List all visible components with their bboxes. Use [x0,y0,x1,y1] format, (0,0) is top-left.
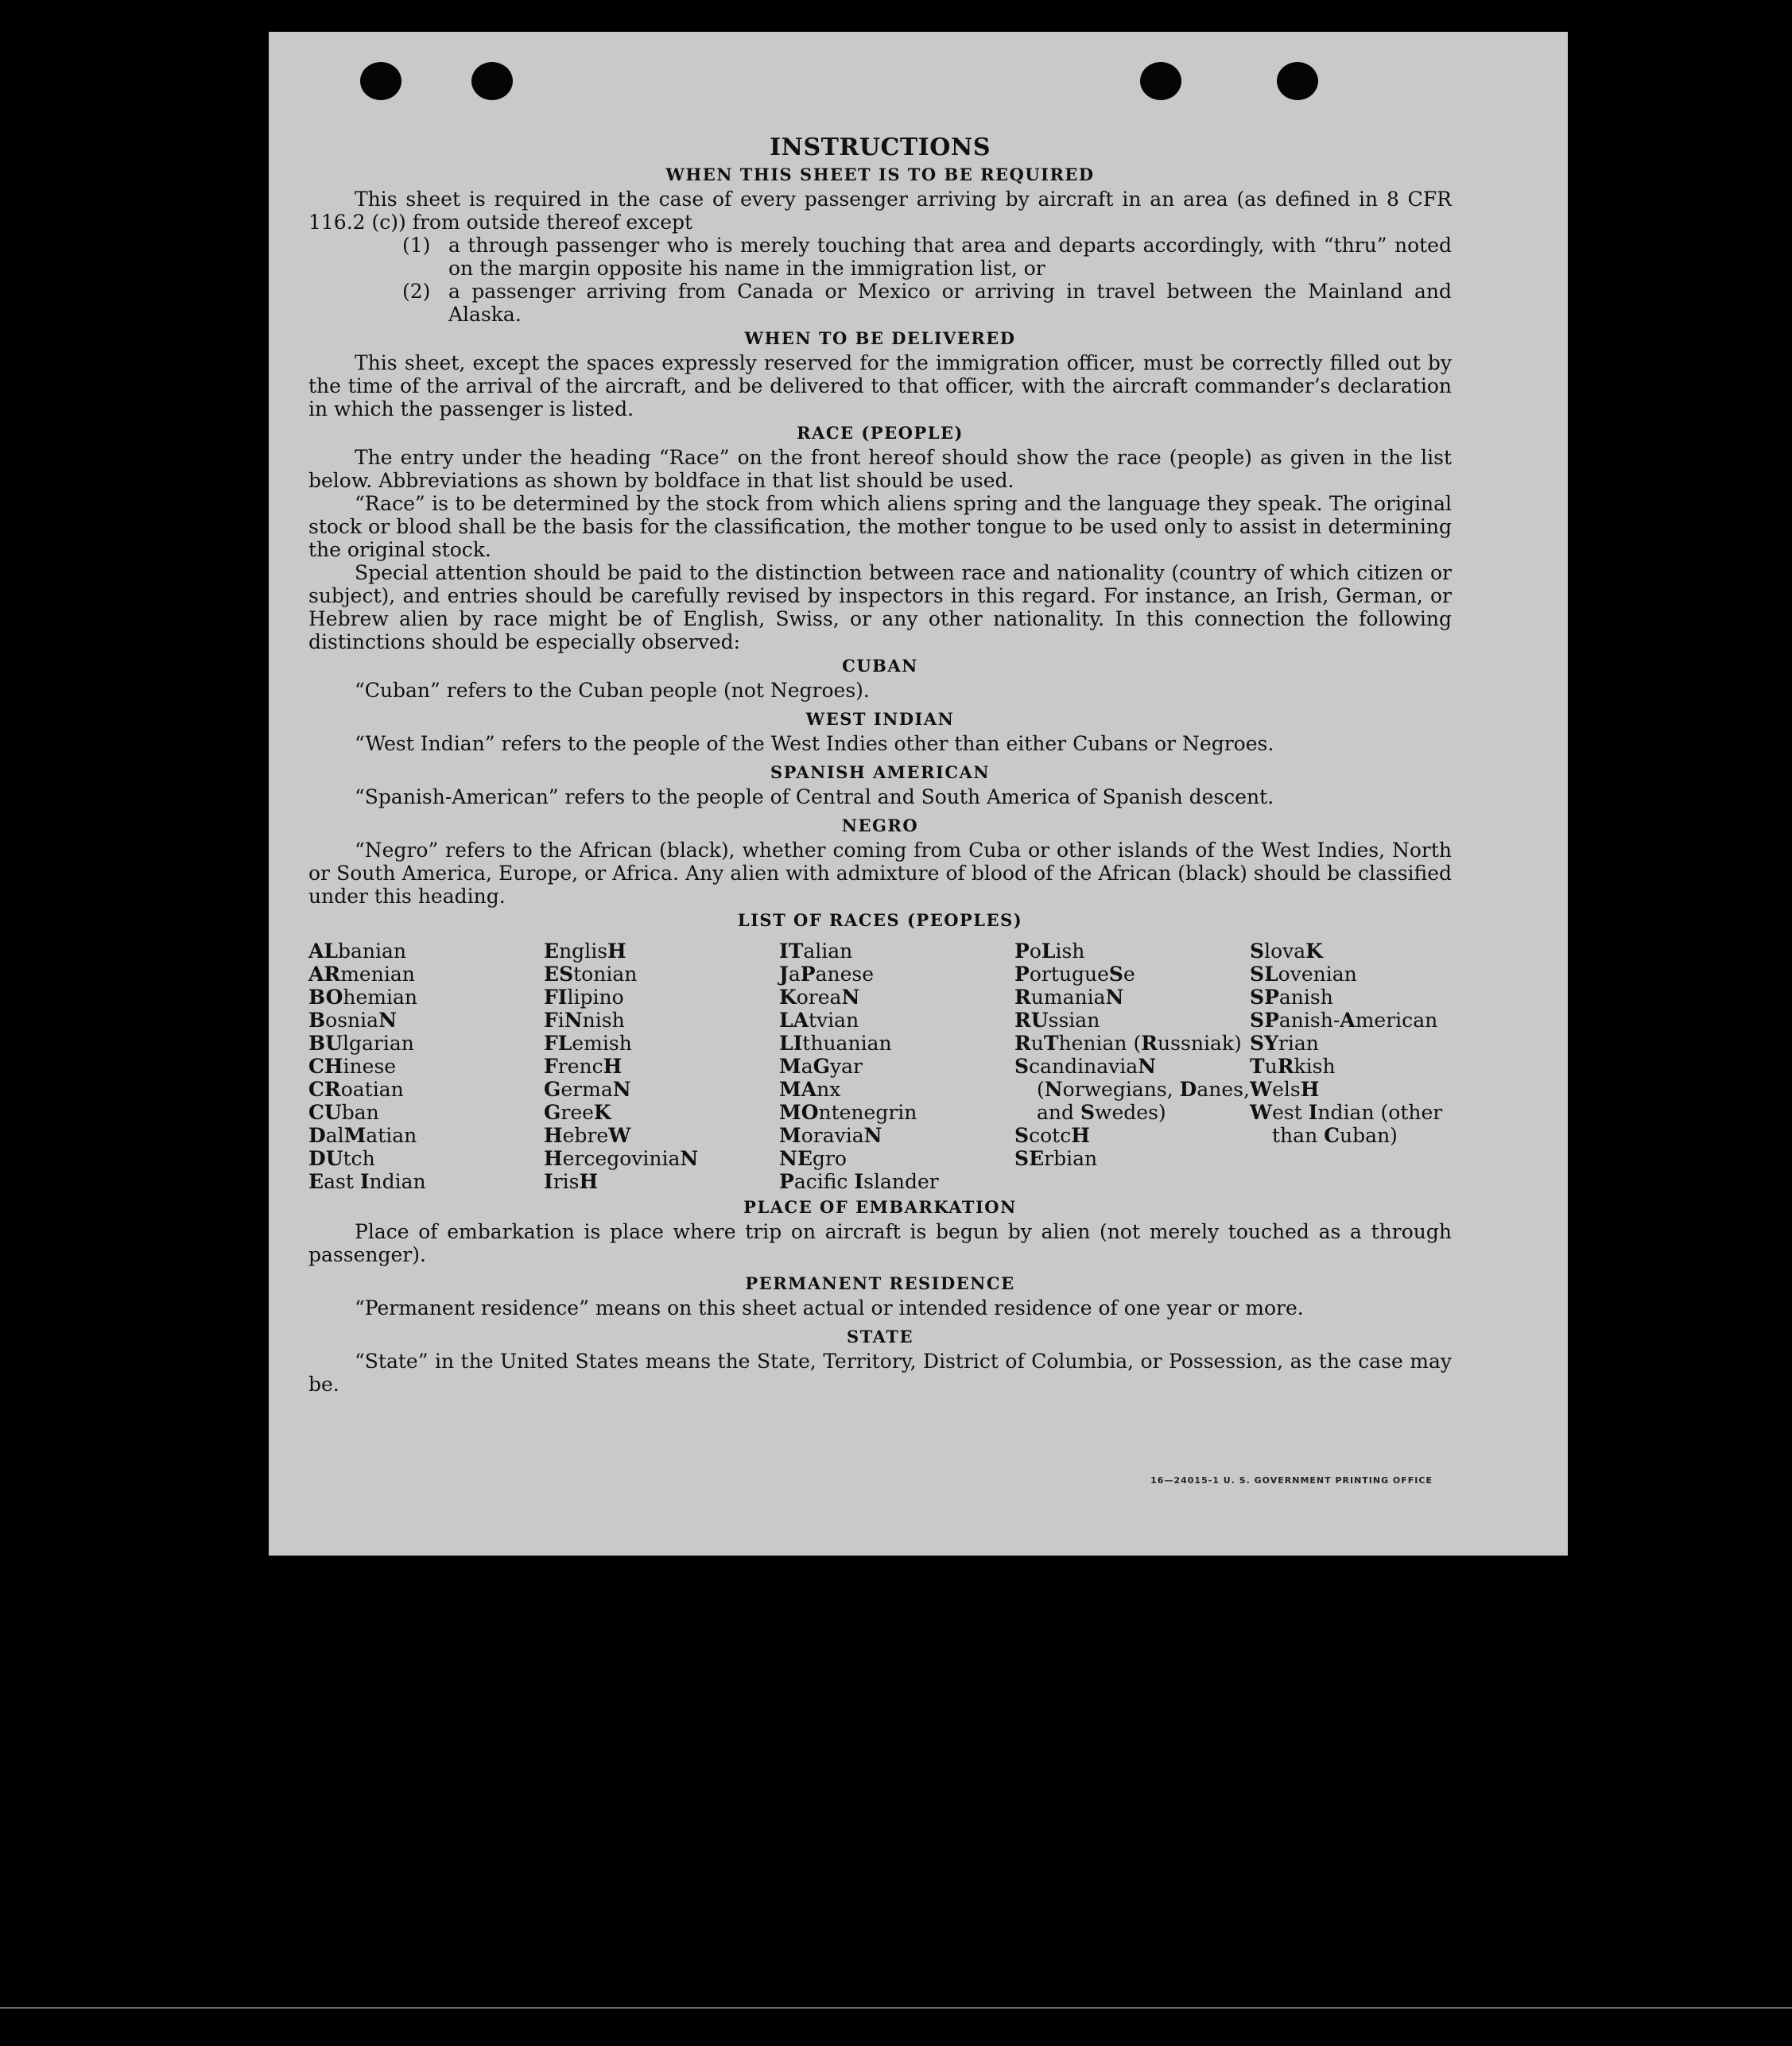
exception-item [308,234,1452,280]
race-entry: MaGyar [779,1055,863,1078]
races-column [1014,940,1250,1193]
race-entry: EStonian [544,963,638,986]
section-title-state: STATE [847,1327,913,1347]
race-entry: FrencH [544,1055,623,1078]
state-paragraph: “State” in the United States means the State, Territory, District of Columbia, or Possession, as the case may be. [308,1350,1452,1396]
race-entry: CHinese [308,1055,397,1078]
punch-hole [1277,62,1318,100]
race-entry: IrisH [544,1170,599,1193]
race-entry: PoLish [1014,940,1085,963]
race-entry: GreeK [544,1101,611,1124]
race-entry: SPanish-American [1250,1009,1438,1032]
race-entry: NEgro [779,1147,847,1170]
race-entry: MOntenegrin [779,1101,917,1124]
race-entry: MAnx [779,1078,841,1101]
embarkation-paragraph: Place of embarkation is place where trip on aircraft is begun by alien (not merely touched as a through passenger). [308,1220,1452,1266]
race-entry: ALbanian [308,940,407,963]
race-paragraph: The entry under the heading “Race” on the front hereof should show the race (people) as given in the list below. Abbreviations as shown by boldface in that list should be used. [308,446,1452,492]
race-entry: ScotcH [1014,1124,1090,1147]
exception-text: a passenger arriving from Canada or Mexico or arriving in travel between the Mainland and Alaska. [448,280,1452,326]
section-title-delivered: WHEN TO BE DELIVERED [744,328,1016,348]
race-paragraph: “Race” is to be determined by the stock from which aliens spring and the language they speak. The original stock or blood shall be the basis for the classification, the mother tongue to be used only to assist in determining the original stock. [308,492,1452,561]
section-title-cuban: CUBAN [842,656,918,676]
race-entry: LIthuanian [779,1032,892,1055]
scan-edge-line [0,2007,1792,2009]
race-entry: PortugueSe [1014,963,1135,986]
races-column [779,940,1014,1193]
races-column [544,940,779,1193]
race-entry: RuThenian (Russniak) [1014,1032,1242,1055]
cuban-paragraph: “Cuban” refers to the Cuban people (not Negroes). [355,679,870,702]
spanish-american-paragraph: “Spanish-American” refers to the people of Central and South America of Spanish descent. [355,785,1274,808]
instructions-content [308,134,1452,1396]
race-entry: Pacifc Islander [779,1170,939,1193]
races-column [308,940,544,1193]
race-entry: MoraviaN [779,1124,882,1147]
race-entry: SPanish [1250,986,1333,1009]
section-title-required: WHEN THIS SHEET IS TO BE REQUIRED [665,165,1095,184]
race-entry: ARmenian [308,963,415,986]
section-title-embarkation: PLACE OF EMBARKATION [743,1197,1017,1217]
race-entry: RUssian [1014,1009,1100,1032]
races-column [1250,940,1485,1193]
race-entry: East Indian [308,1170,426,1193]
printing-office-code: 16—24015-1 U. S. GOVERNMENT PRINTING OFFICE [1150,1475,1433,1486]
race-entry: West Indian (other than Cuban) [1250,1101,1443,1147]
punch-hole [471,62,513,100]
race-entry: DUtch [308,1147,375,1170]
exception-text: a through passenger who is merely touching that area and departs accordingly, with “thru” noted on the margin opposite his name in the immigration list, or [448,234,1452,280]
document-page [269,32,1568,1556]
punch-hole [360,62,401,100]
race-entry: BOhemian [308,986,418,1009]
race-entry: TuRkish [1250,1055,1336,1078]
section-title-spanish-american: SPANISH AMERICAN [770,762,991,782]
west-indian-paragraph: “West Indian” refers to the people of the West Indies other than either Cubans or Negroes. [355,732,1274,755]
delivered-paragraph: This sheet, except the spaces expressly reserved for the immigration officer, must be correctly filled out by the time of the arrival of the aircraft, and be delivered to that officer, with the aircraft commander’s declaration in which the passenger is listed. [308,351,1452,420]
race-entry: HercegoviniaN [544,1147,699,1170]
list-of-races-title: LIST OF RACES (PEOPLES) [737,910,1023,930]
race-entry: ScandinaviaN (Norwegians, Danes, and Swedes) [1014,1055,1250,1124]
race-entry: DalMatian [308,1124,417,1147]
race-entry: JaPanese [779,963,875,986]
race-paragraph: Special attention should be paid to the distinction between race and nationality (country of which citizen or subject), and entries should be carefully revised by inspectors in this regard. For instance, an Irish, German, or Hebrew alien by race might be of English, Swiss, or any other nationality. In this connection the following distinctions should be especially observed: [308,561,1452,653]
race-entry: SLovenian [1250,963,1357,986]
exception-number: (2) [402,280,431,303]
race-entry: CUban [308,1101,379,1124]
required-paragraph: This sheet is required in the case of every passenger arriving by aircraft in an area (as defined in 8 CFR 116.2 (c)) from outside thereof except [308,188,1452,234]
race-entry: FiNnish [544,1009,625,1032]
race-entry: EnglisH [544,940,626,963]
race-entry: SYrian [1250,1032,1319,1055]
race-entry: BUlgarian [308,1032,414,1055]
race-entry: FLemish [544,1032,632,1055]
race-entry: RumaniaN [1014,986,1124,1009]
negro-paragraph: “Negro” refers to the African (black), whether coming from Cuba or other islands of the West Indies, North or South America, Europe, or Africa. Any alien with admixture of blood of the African (black) should be classified under this heading. [308,839,1452,908]
race-entry: LAtvian [779,1009,859,1032]
race-entry: HebreW [544,1124,631,1147]
race-entry: BosniaN [308,1009,397,1032]
page-title: INSTRUCTIONS [770,134,991,161]
race-entry: SlovaK [1250,940,1323,963]
section-title-west-indian: WEST INDIAN [805,709,955,729]
section-title-race: RACE (PEOPLE) [797,423,964,443]
race-entry: CRoatian [308,1078,404,1101]
punch-hole [1140,62,1181,100]
exception-number: (1) [402,234,431,257]
exception-item [308,280,1452,326]
races-list [308,940,1452,1193]
race-entry: FIlipino [544,986,624,1009]
race-entry: WelsH [1250,1078,1320,1101]
race-entry: SErbian [1014,1147,1098,1170]
race-entry: ITalian [779,940,853,963]
race-entry: KoreaN [779,986,860,1009]
residence-paragraph: “Permanent residence” means on this sheet actual or intended residence of one year or more. [355,1296,1304,1319]
section-title-residence: PERMANENT RESIDENCE [745,1273,1015,1293]
race-entry: GermaN [544,1078,631,1101]
section-title-negro: NEGRO [841,816,919,835]
